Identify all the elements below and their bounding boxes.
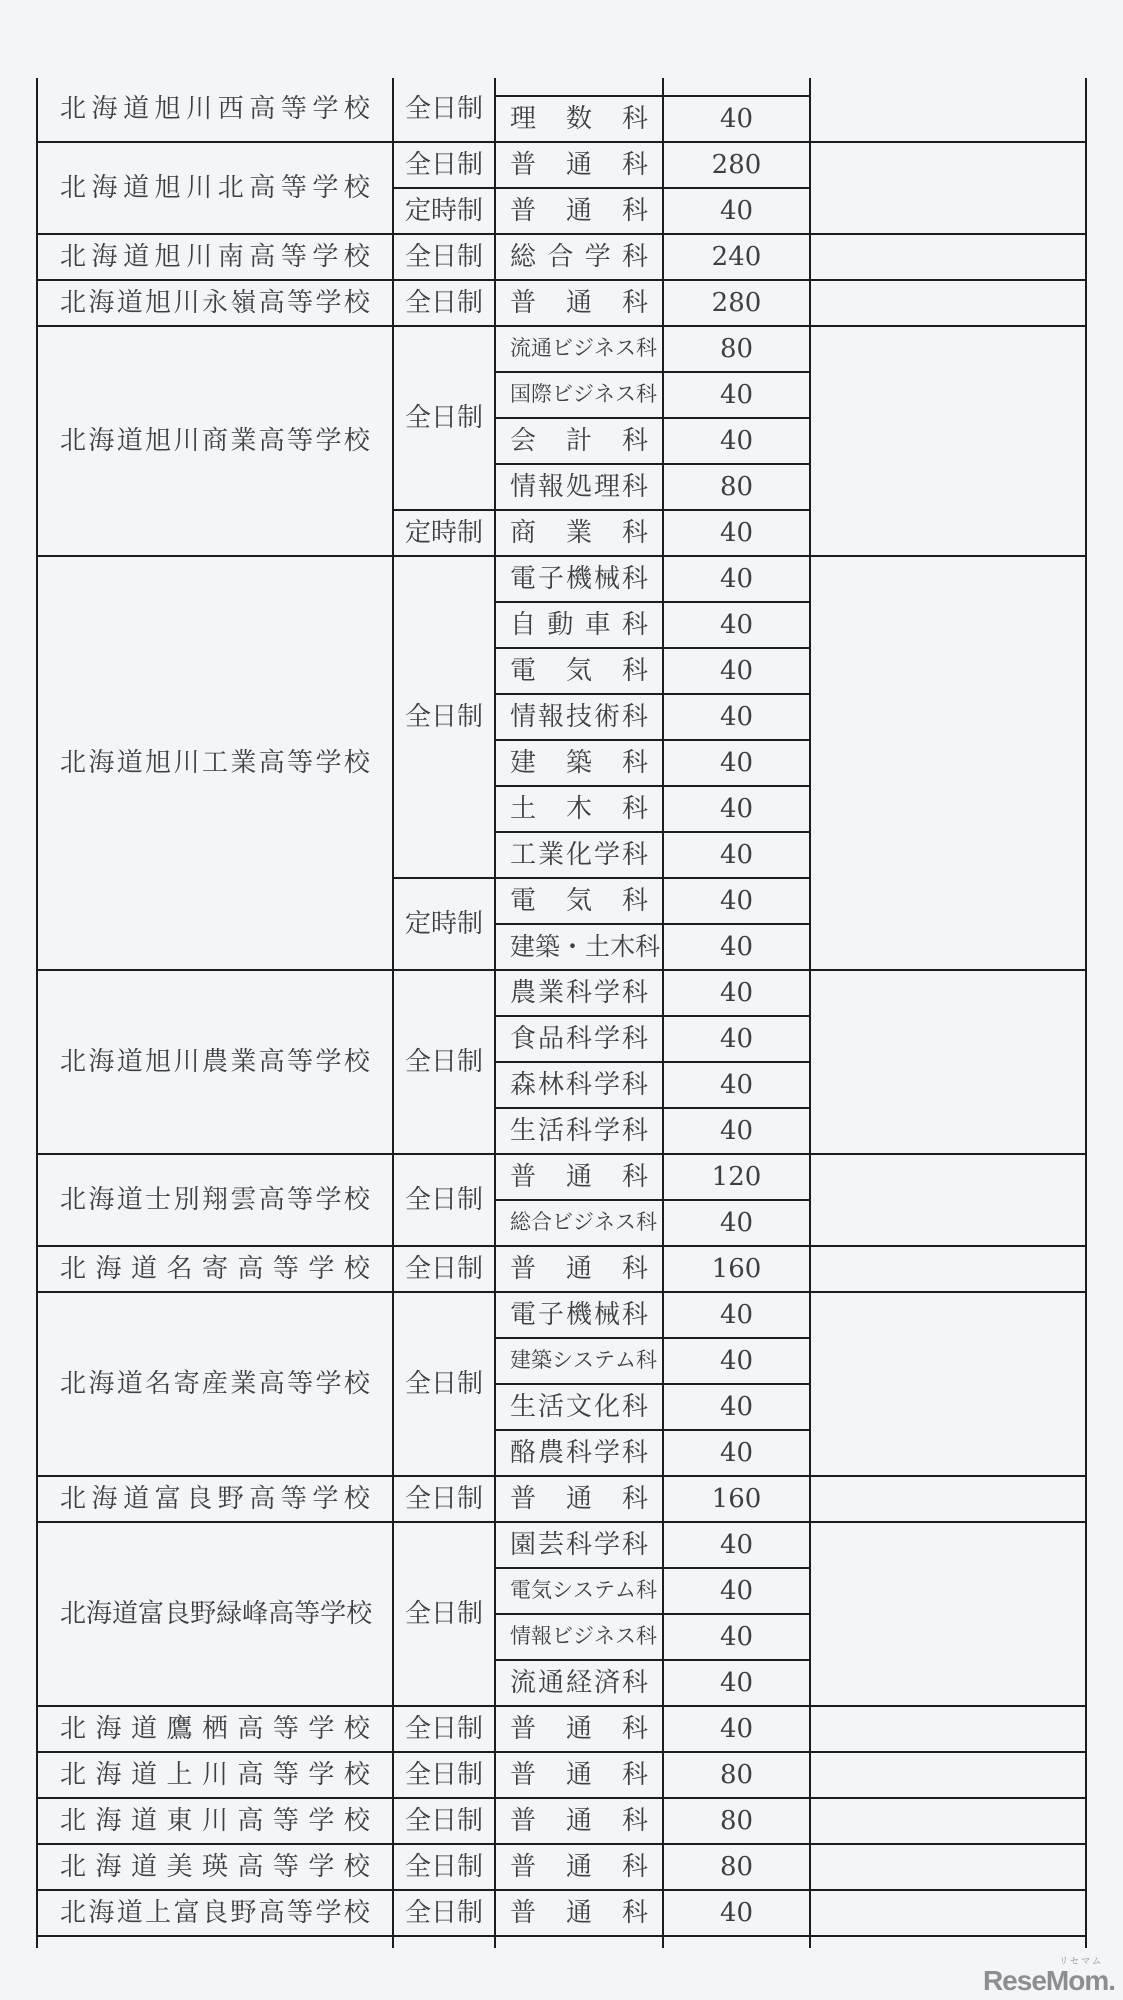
school-cell: 北 海 道 富 良 野 高 等 学 校 — [37, 1476, 393, 1522]
department-cell: 流 通 経 済 科 — [495, 1660, 663, 1706]
department-cell: 情 報 ビ ジ ネ ス 科 — [495, 1614, 663, 1660]
capacity-cell: 40 — [663, 1430, 810, 1476]
capacity-cell — [663, 78, 810, 96]
note-cell — [810, 1476, 1086, 1522]
system-cell: 全日制 — [393, 1246, 495, 1292]
capacity-cell: 40 — [663, 1660, 810, 1706]
note-cell — [810, 1246, 1086, 1292]
school-cell: 北 海 道 旭 川 商 業 高 等 学 校 — [37, 326, 393, 556]
department-cell — [495, 1936, 663, 1948]
department-cell: 生 活 科 学 科 — [495, 1108, 663, 1154]
department-cell: 建 築 科 — [495, 740, 663, 786]
system-cell: 全日制 — [393, 970, 495, 1154]
department-cell: 普 通 科 — [495, 1844, 663, 1890]
school-cell: 北 海 道 旭 川 南 高 等 学 校 — [37, 234, 393, 280]
capacity-cell: 80 — [663, 1844, 810, 1890]
school-cell: 北 海 道 旭 川 北 高 等 学 校 — [37, 142, 393, 234]
school-cell: 北 海 道 富 良 野 緑 峰 高 等 学 校 — [37, 1522, 393, 1706]
system-cell: 全日制 — [393, 280, 495, 326]
system-cell: 全日制 — [393, 1798, 495, 1844]
school-cell: 北 海 道 上 富 良 野 高 等 学 校 — [37, 1890, 393, 1936]
note-cell — [810, 1844, 1086, 1890]
note-cell — [810, 1154, 1086, 1246]
capacity-cell: 40 — [663, 1890, 810, 1936]
capacity-cell: 80 — [663, 464, 810, 510]
system-cell: 全日制 — [393, 1154, 495, 1246]
department-cell: 自 動 車 科 — [495, 602, 663, 648]
table-row — [37, 280, 1086, 326]
capacity-cell: 280 — [663, 280, 810, 326]
capacity-cell: 40 — [663, 1568, 810, 1614]
table-row — [37, 1890, 1086, 1936]
system-cell: 定時制 — [393, 188, 495, 234]
system-cell: 全日制 — [393, 1752, 495, 1798]
capacity-cell: 40 — [663, 786, 810, 832]
department-cell: 商 業 科 — [495, 510, 663, 556]
note-cell — [810, 556, 1086, 970]
note-cell — [810, 142, 1086, 234]
note-cell — [810, 1936, 1086, 1948]
department-cell: 情 報 処 理 科 — [495, 464, 663, 510]
department-cell: 普 通 科 — [495, 280, 663, 326]
department-cell: 農 業 科 学 科 — [495, 970, 663, 1016]
table-row — [37, 326, 1086, 372]
capacity-cell: 40 — [663, 372, 810, 418]
department-cell: 普 通 科 — [495, 1890, 663, 1936]
note-cell — [810, 234, 1086, 280]
system-cell: 定時制 — [393, 510, 495, 556]
school-cell: 北 海 道 旭 川 西 高 等 学 校 — [37, 78, 393, 142]
capacity-cell: 40 — [663, 1522, 810, 1568]
system-cell: 全日制 — [393, 1292, 495, 1476]
capacity-cell: 80 — [663, 1798, 810, 1844]
resemom-watermark-text: ReseMom. — [982, 1965, 1115, 1996]
department-cell: 建 築 シ ス テ ム 科 — [495, 1338, 663, 1384]
capacity-cell: 40 — [663, 878, 810, 924]
department-cell: 総 合 学 科 — [495, 234, 663, 280]
table-row — [37, 1154, 1086, 1200]
capacity-cell: 40 — [663, 740, 810, 786]
capacity-cell: 280 — [663, 142, 810, 188]
table-row — [37, 1798, 1086, 1844]
department-cell: 会 計 科 — [495, 418, 663, 464]
table-row — [37, 1476, 1086, 1522]
department-cell: 普 通 科 — [495, 188, 663, 234]
capacity-cell: 40 — [663, 1016, 810, 1062]
note-cell — [810, 1752, 1086, 1798]
school-cell: 北 海 道 東 川 高 等 学 校 — [37, 1798, 393, 1844]
department-cell: 酪 農 科 学 科 — [495, 1430, 663, 1476]
capacity-cell: 40 — [663, 924, 810, 970]
department-cell: 普 通 科 — [495, 1476, 663, 1522]
table-row — [37, 1706, 1086, 1752]
capacity-cell: 40 — [663, 1062, 810, 1108]
table-row — [37, 1936, 1086, 1948]
system-cell: 全日制 — [393, 1522, 495, 1706]
system-cell: 定時制 — [393, 878, 495, 970]
school-cell: 北 海 道 士 別 翔 雲 高 等 学 校 — [37, 1154, 393, 1246]
note-cell — [810, 970, 1086, 1154]
table-row — [37, 1752, 1086, 1798]
department-cell: 理 数 科 — [495, 96, 663, 142]
school-cell — [37, 1936, 393, 1948]
capacity-cell: 40 — [663, 1384, 810, 1430]
department-cell: 建 築 ・ 土 木 科 — [495, 924, 663, 970]
note-cell — [810, 78, 1086, 142]
capacity-cell: 120 — [663, 1154, 810, 1200]
department-cell: 電 気 シ ス テ ム 科 — [495, 1568, 663, 1614]
system-cell: 全日制 — [393, 1844, 495, 1890]
note-cell — [810, 1890, 1086, 1936]
table-row — [37, 142, 1086, 188]
capacity-cell: 160 — [663, 1246, 810, 1292]
capacity-cell: 80 — [663, 326, 810, 372]
note-cell — [810, 280, 1086, 326]
capacity-cell: 240 — [663, 234, 810, 280]
department-cell: 普 通 科 — [495, 1798, 663, 1844]
capacity-cell: 40 — [663, 418, 810, 464]
department-cell: 森 林 科 学 科 — [495, 1062, 663, 1108]
system-cell: 全日制 — [393, 78, 495, 142]
school-cell: 北 海 道 上 川 高 等 学 校 — [37, 1752, 393, 1798]
capacity-cell: 40 — [663, 556, 810, 602]
system-cell: 全日制 — [393, 556, 495, 878]
system-cell: 全日制 — [393, 1890, 495, 1936]
capacity-cell: 40 — [663, 1292, 810, 1338]
department-cell: 普 通 科 — [495, 1246, 663, 1292]
department-cell: 普 通 科 — [495, 1154, 663, 1200]
department-cell: 生 活 文 化 科 — [495, 1384, 663, 1430]
capacity-cell: 40 — [663, 1706, 810, 1752]
capacity-cell: 40 — [663, 1614, 810, 1660]
system-cell: 全日制 — [393, 326, 495, 510]
capacity-cell: 40 — [663, 1338, 810, 1384]
department-cell: 食 品 科 学 科 — [495, 1016, 663, 1062]
table-row — [37, 234, 1086, 280]
system-cell: 全日制 — [393, 234, 495, 280]
table-row — [37, 1292, 1086, 1338]
capacity-cell: 40 — [663, 694, 810, 740]
capacity-cell: 40 — [663, 96, 810, 142]
capacity-cell: 160 — [663, 1476, 810, 1522]
table-row — [37, 556, 1086, 602]
department-cell: 普 通 科 — [495, 1752, 663, 1798]
school-cell: 北 海 道 美 瑛 高 等 学 校 — [37, 1844, 393, 1890]
note-cell — [810, 326, 1086, 556]
department-cell: 普 通 科 — [495, 1706, 663, 1752]
system-cell: 全日制 — [393, 1476, 495, 1522]
system-cell — [393, 1936, 495, 1948]
department-cell: 電 気 科 — [495, 878, 663, 924]
school-cell: 北 海 道 旭 川 工 業 高 等 学 校 — [37, 556, 393, 970]
table-row — [37, 1522, 1086, 1568]
table-row — [37, 78, 1086, 96]
department-cell: 総 合 ビ ジ ネ ス 科 — [495, 1200, 663, 1246]
school-cell: 北 海 道 名 寄 高 等 学 校 — [37, 1246, 393, 1292]
department-cell: 流 通 ビ ジ ネ ス 科 — [495, 326, 663, 372]
resemom-watermark — [983, 1954, 1115, 1997]
capacity-cell — [663, 1936, 810, 1948]
department-cell: 国 際 ビ ジ ネ ス 科 — [495, 372, 663, 418]
resemom-watermark-ruby: リセマム — [1059, 1956, 1103, 1966]
note-cell — [810, 1706, 1086, 1752]
note-cell — [810, 1292, 1086, 1476]
capacity-cell: 40 — [663, 1108, 810, 1154]
school-cell: 北 海 道 旭 川 永 嶺 高 等 学 校 — [37, 280, 393, 326]
department-cell: 電 子 機 械 科 — [495, 556, 663, 602]
capacity-cell: 40 — [663, 602, 810, 648]
table-row — [37, 1844, 1086, 1890]
capacity-cell: 40 — [663, 188, 810, 234]
department-cell: 工 業 化 学 科 — [495, 832, 663, 878]
department-cell — [495, 78, 663, 96]
system-cell: 全日制 — [393, 1706, 495, 1752]
school-cell: 北 海 道 名 寄 産 業 高 等 学 校 — [37, 1292, 393, 1476]
system-cell: 全日制 — [393, 142, 495, 188]
capacity-cell: 80 — [663, 1752, 810, 1798]
table-row — [37, 970, 1086, 1016]
capacity-cell: 40 — [663, 832, 810, 878]
school-cell: 北 海 道 旭 川 農 業 高 等 学 校 — [37, 970, 393, 1154]
department-cell: 電 気 科 — [495, 648, 663, 694]
capacity-cell: 40 — [663, 1200, 810, 1246]
admission-capacity-table — [36, 78, 1087, 1948]
department-cell: 情 報 技 術 科 — [495, 694, 663, 740]
capacity-cell: 40 — [663, 648, 810, 694]
note-cell — [810, 1522, 1086, 1706]
capacity-cell: 40 — [663, 510, 810, 556]
table-row — [37, 1246, 1086, 1292]
department-cell: 土 木 科 — [495, 786, 663, 832]
department-cell: 電 子 機 械 科 — [495, 1292, 663, 1338]
department-cell: 園 芸 科 学 科 — [495, 1522, 663, 1568]
department-cell: 普 通 科 — [495, 142, 663, 188]
capacity-cell: 40 — [663, 970, 810, 1016]
note-cell — [810, 1798, 1086, 1844]
school-cell: 北 海 道 鷹 栖 高 等 学 校 — [37, 1706, 393, 1752]
